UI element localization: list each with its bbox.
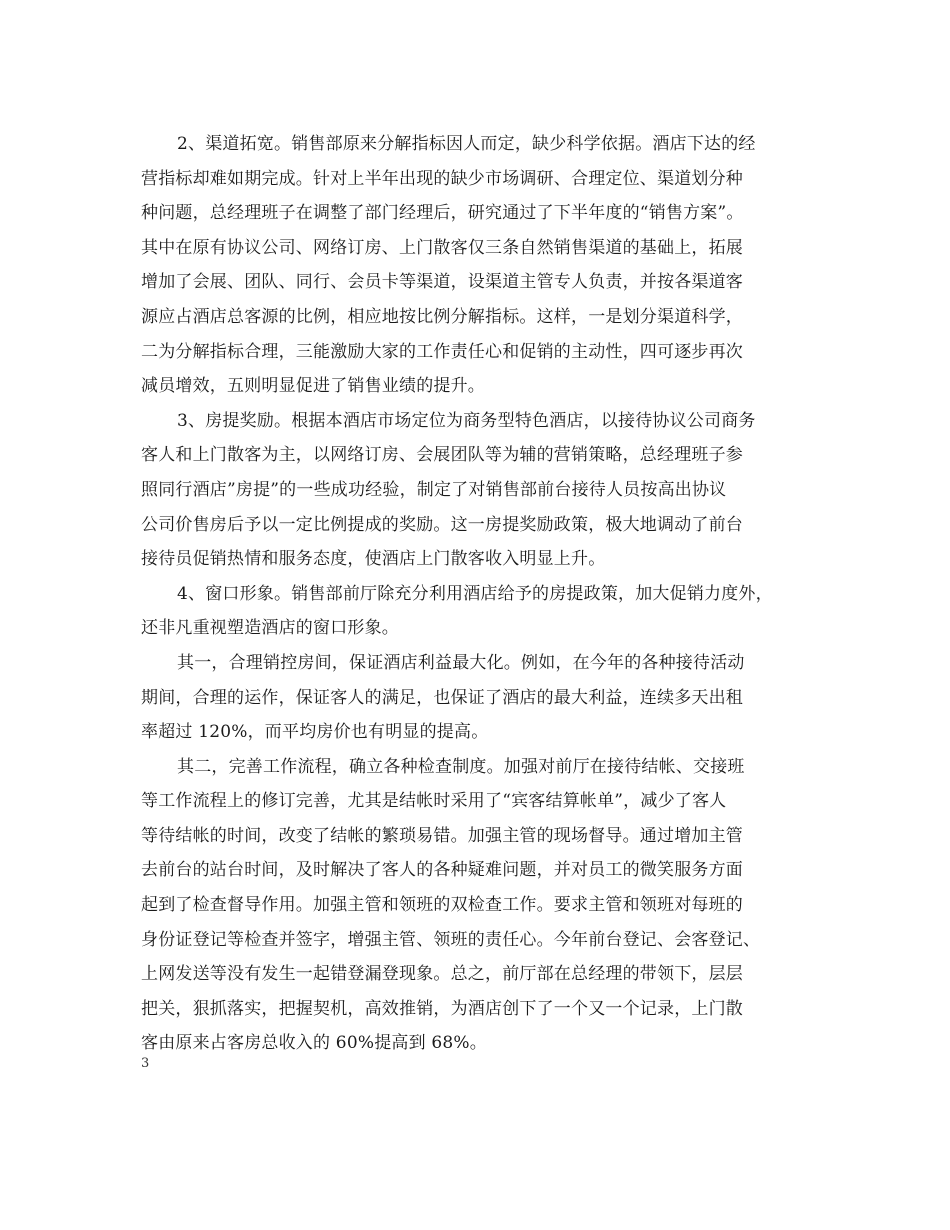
text-line: 营指标却难如期完成。针对上半年出现的缺少市场调研、合理定位、渠道划分种 [141,168,743,189]
paragraph-first-line: 2、渠道拓宽。销售部原来分解指标因人而定，缺少科学依据。酒店下达的经 [177,134,756,154]
text-line: 源应占酒店总客源的比例，相应地按比例分解指标。这样，一是划分渠道科学， [141,306,743,327]
text-line: 接待员促销热情和服务态度，使酒店上门散客收入明显上升。 [141,549,606,570]
text-line: 还非凡重视塑造酒店的窗口形象。 [141,618,399,639]
text-line: 等工作流程上的修订完善，尤其是结帐时采用了“宾客结算帐单”，减少了客人 [141,791,727,812]
text-line: 起到了检查督导作用。加强主管和领班的双检查工作。要求主管和领班对每班的 [141,895,743,916]
text-line: 其中在原有协议公司、网络订房、上门散客仅三条自然销售渠道的基础上，拓展 [141,237,743,258]
text-line: 增加了会展、团队、同行、会员卡等渠道，设渠道主管专人负责，并按各渠道客 [141,272,743,293]
text-line: 照同行酒店”房提”的一些成功经验，制定了对销售部前台接待人员按高出协议 [141,479,727,500]
paragraph-first-line: 3、房提奖励。根据本酒店市场定位为商务型特色酒店，以接待协议公司商务 [177,410,756,431]
text-line: 把关，狠抓落实，把握契机，高效推销，为酒店创下了一个又一个记录，上门散 [141,998,743,1019]
text-line: 等待结帐的时间，改变了结帐的繁琐易错。加强主管的现场督导。通过增加主管 [141,825,743,846]
text-line: 率超过 120%，而平均房价也有明显的提高。 [141,722,489,743]
text-line: 二为分解指标合理，三能激励大家的工作责任心和促销的主动性，四可逐步再次 [141,341,743,362]
text-line: 期间，合理的运作，保证客人的满足，也保证了酒店的最大利益，连续多天出租 [141,687,743,708]
text-line: 客人和上门散客为主，以网络订房、会展团队等为辅的营销策略，总经理班子参 [141,445,743,466]
text-line: 种问题，总经理班子在调整了部门经理后，研究通过了下半年度的“销售方案”。 [141,203,744,224]
paragraph-first-line: 其二，完善工作流程，确立各种检查制度。加强对前厅在接待结帐、交接班 [177,756,745,777]
paragraph-first-line: 其一，合理销控房间，保证酒店利益最大化。例如，在今年的各种接待活动 [177,652,745,673]
text-line: 公司价售房后予以一定比例提成的奖励。这一房提奖励政策，极大地调动了前台 [141,514,743,535]
text-line: 减员增效，五则明显促进了销售业绩的提升。 [141,376,485,397]
text-line: 去前台的站台时间，及时解决了客人的各种疑难问题，并对员工的微笑服务方面 [141,860,743,881]
document-body [141,127,813,1061]
text-line: 客由原来占客房总收入的 60%提高到 68%。 [141,1033,487,1054]
text-line: 上网发送等没有发生一起错登漏登现象。总之，前厅部在总经理的带领下，层层 [141,964,743,985]
text-line: 身份证登记等检查并签字，增强主管、领班的责任心。今年前台登记、会客登记、 [141,929,761,950]
page-number: 3 [141,1056,150,1071]
paragraph-first-line: 4、窗口形象。销售部前厅除充分利用酒店给予的房提政策，加大促销力度外， [177,583,773,604]
